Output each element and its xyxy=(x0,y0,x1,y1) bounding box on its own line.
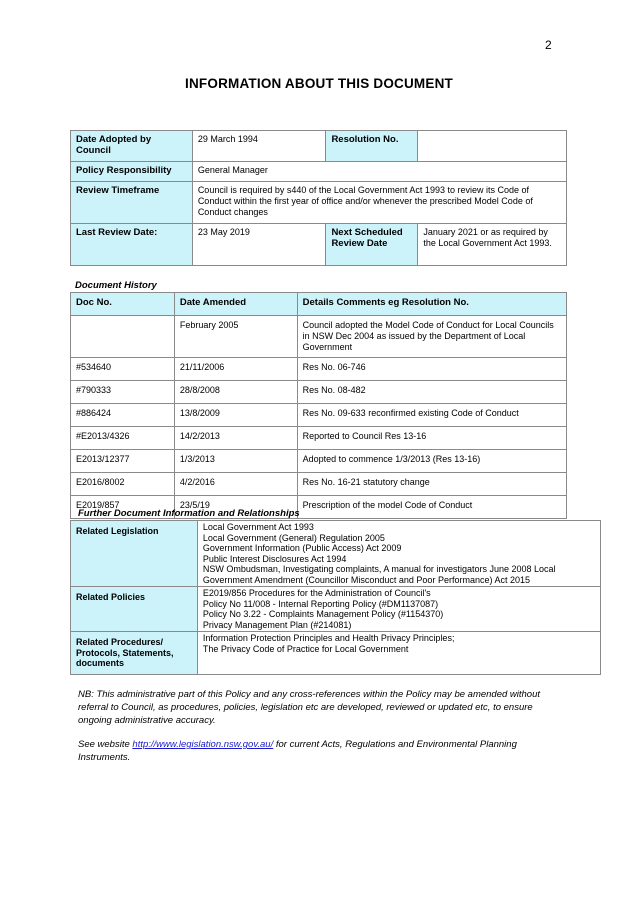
review-timeframe-value: Council is required by s440 of the Local Government Act 1993 to review its Code of Conduct within the first year of office and/or whenever the prescribed Model Code of Conduct changes xyxy=(192,182,566,224)
website-prefix: See website xyxy=(78,739,133,750)
history-date: 23/5/19 xyxy=(174,496,297,519)
history-doc: E2013/12377 xyxy=(71,450,175,473)
related-procedures-list xyxy=(197,632,600,675)
history-date: 14/2/2013 xyxy=(174,427,297,450)
related-legislation-label: Related Legislation xyxy=(71,521,198,587)
date-adopted-value: 29 March 1994 xyxy=(192,131,326,162)
history-details: Res No. 08-482 xyxy=(297,381,566,404)
history-details: Res No. 06-746 xyxy=(297,358,566,381)
history-doc: #886424 xyxy=(71,404,175,427)
history-details: Res No. 16-21 statutory change xyxy=(297,473,566,496)
page-title: INFORMATION ABOUT THIS DOCUMENT xyxy=(185,76,453,91)
history-date: February 2005 xyxy=(174,316,297,358)
history-doc: E2019/857 xyxy=(71,496,175,519)
resolution-value xyxy=(418,131,567,162)
history-date: 1/3/2013 xyxy=(174,450,297,473)
related-procedures-label: Related Procedures/ Protocols, Statements, documents xyxy=(71,632,198,675)
page-number: 2 xyxy=(545,38,552,52)
policy-responsibility-label: Policy Responsibility xyxy=(71,162,193,182)
nb-note: NB: This administrative part of this Policy and any cross-references within the Policy may be amended without referral to Council, as procedures, policies, legislation etc are developed, reviewed or updated etc, to ensure ongoing administrative accuracy. xyxy=(78,689,541,726)
list-item: Local Government Act 1993 xyxy=(202,522,314,532)
list-item: NSW Ombudsman, Investigating complaints, A manual for investigators June 2008 Local Government Amendment (Councillor Misconduct and Poor Performance) Act 2015 xyxy=(202,564,556,585)
list-item: The Privacy Code of Practice for Local Government xyxy=(202,643,409,654)
list-item: Policy No 3.22 - Complaints Management Policy (#1154370) xyxy=(202,609,444,619)
list-item: E2019/856 Procedures for the Administration of Council's xyxy=(202,588,431,598)
history-date: 13/8/2009 xyxy=(174,404,297,427)
website-suffix: for current Acts, Regulations and Environmental Planning Instruments. xyxy=(78,739,517,763)
history-doc: #E2013/4326 xyxy=(71,427,175,450)
legislation-link[interactable]: http://www.legislation.nsw.gov.au/ xyxy=(132,739,274,750)
policy-responsibility-value: General Manager xyxy=(192,162,566,182)
history-details: Adopted to commence 1/3/2013 (Res 13-16) xyxy=(297,450,566,473)
list-item: Privacy Management Plan (#214081) xyxy=(202,619,352,630)
resolution-label: Resolution No. xyxy=(326,131,418,162)
history-details: Council adopted the Model Code of Conduct for Local Councils in NSW Dec 2004 as issued by the Department of Local Government xyxy=(297,316,566,358)
list-item: Policy No 11/008 - Internal Reporting Policy (#DM1137087) xyxy=(202,598,439,609)
history-date: 28/8/2008 xyxy=(174,381,297,404)
history-doc: #534640 xyxy=(71,358,175,381)
document-history-table xyxy=(70,292,567,519)
history-doc: #790333 xyxy=(71,381,175,404)
history-details: Res No. 09-633 reconfirmed existing Code of Conduct xyxy=(297,404,566,427)
history-doc: E2016/8002 xyxy=(71,473,175,496)
list-item: Information Protection Principles and Health Privacy Principles; xyxy=(202,633,455,643)
list-item: Local Government (General) Regulation 2005 xyxy=(202,532,385,543)
history-details: Reported to Council Res 13-16 xyxy=(297,427,566,450)
history-details: Prescription of the model Code of Conduct xyxy=(297,496,566,519)
document-history-title: Document History xyxy=(75,280,157,291)
list-item: Public Interest Disclosures Act 1994 xyxy=(202,553,347,564)
history-date: 4/2/2016 xyxy=(174,473,297,496)
history-date: 21/11/2006 xyxy=(174,358,297,381)
review-timeframe-label: Review Timeframe xyxy=(71,182,193,224)
related-policies-label: Related Policies xyxy=(71,587,198,632)
related-policies-list xyxy=(197,587,600,632)
info-table xyxy=(70,130,567,266)
relationships-table xyxy=(70,520,601,675)
related-legislation-list xyxy=(197,521,600,587)
header-details: Details Comments eg Resolution No. xyxy=(297,293,566,316)
next-review-label: Next Scheduled Review Date xyxy=(326,224,418,266)
history-doc xyxy=(71,316,175,358)
next-review-value: January 2021 or as required by the Local Government Act 1993. xyxy=(418,224,567,266)
website-note xyxy=(78,738,558,764)
date-adopted-label: Date Adopted by Council xyxy=(71,131,193,162)
last-review-label: Last Review Date: xyxy=(71,224,193,266)
header-date-amended: Date Amended xyxy=(174,293,297,316)
header-doc-no: Doc No. xyxy=(71,293,175,316)
list-item: Government Information (Public Access) Act 2009 xyxy=(202,543,402,553)
last-review-value: 23 May 2019 xyxy=(192,224,326,266)
further-info-title: Further Document Information and Relationships xyxy=(78,508,300,519)
